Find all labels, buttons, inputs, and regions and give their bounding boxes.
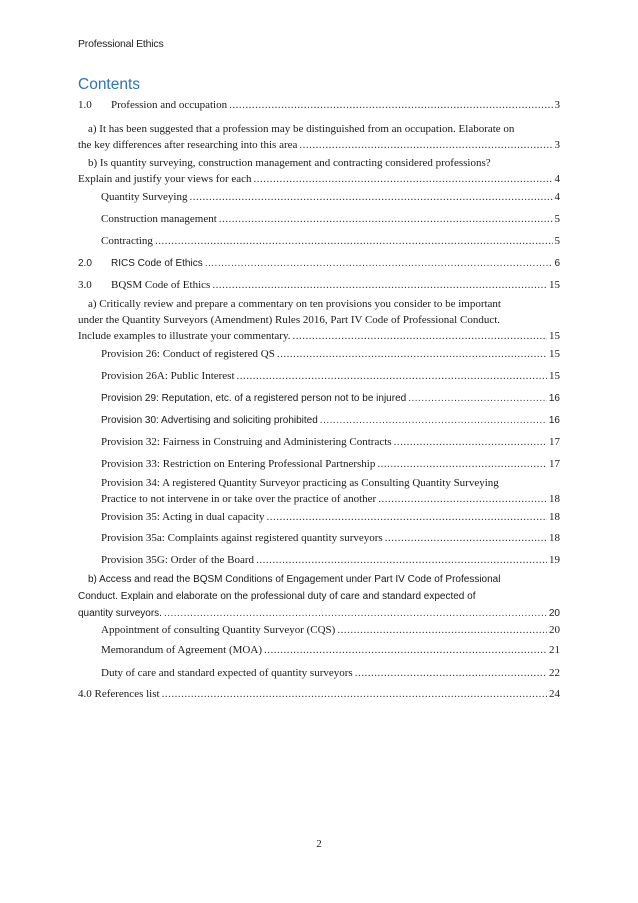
toc-entry-provision-26[interactable] <box>101 347 560 362</box>
toc-entry-text-line: Provision 34: A registered Quantity Surveyor practicing as Consulting Quantity Surveying <box>101 477 499 489</box>
toc-page-number: 16 <box>548 415 560 426</box>
dot-leader <box>293 328 548 344</box>
toc-page-number: 22 <box>549 667 560 679</box>
dot-leader <box>162 687 547 702</box>
dot-leader <box>385 531 547 546</box>
dot-leader <box>337 623 547 638</box>
dot-leader <box>155 234 553 249</box>
toc-title: Contents <box>78 76 141 93</box>
toc-page-number: 17 <box>549 436 560 448</box>
toc-entry-text-line: the key differences after researching into this area <box>78 139 298 151</box>
toc-entry-moa[interactable] <box>101 643 560 658</box>
toc-page-number: 6 <box>554 258 560 269</box>
toc-page-number: 3 <box>554 99 560 111</box>
toc-entry-provision-35a[interactable] <box>101 531 560 546</box>
toc-entry-provision-33[interactable] <box>101 457 560 472</box>
toc-entry-provision-30[interactable] <box>101 413 560 428</box>
dot-leader <box>266 510 547 525</box>
toc-entry-text-line: quantity surveyors. <box>78 608 162 619</box>
toc-entry-text-line: a) It has been suggested that a profession may be distinguished from an occupation. Elaborate on <box>88 123 515 135</box>
toc-entry-text: Provision 29: Reputation, etc. of a registered person not to be injured <box>101 393 407 404</box>
toc-entry-text-line: a) Critically review and prepare a commentary on ten provisions you consider to be important <box>88 298 501 310</box>
toc-page-number: 21 <box>549 644 560 656</box>
toc-page-number: 15 <box>549 348 560 360</box>
toc-entry-text: RICS Code of Ethics <box>111 258 203 269</box>
toc-page-number: 15 <box>549 330 560 342</box>
toc-entry-quantity-surveying[interactable] <box>101 190 560 205</box>
toc-entry-text: 4.0 References list <box>78 688 160 700</box>
toc-entry-text: Provision 35: Acting in dual capacity <box>101 511 265 523</box>
toc-entry-text: Provision 33: Restriction on Entering Professional Partnership <box>101 458 376 470</box>
dot-leader <box>355 666 547 681</box>
dot-leader <box>219 212 553 227</box>
toc-entry-provision-32[interactable] <box>101 435 560 450</box>
toc-page-number: 17 <box>549 458 560 470</box>
toc-page-number: 18 <box>549 493 560 505</box>
toc-page-number: 15 <box>549 279 560 291</box>
dot-leader <box>320 413 547 428</box>
toc-page-number: 16 <box>548 393 560 404</box>
toc-entry-text-line: Practice to not intervene in or take over the practice of another <box>101 493 377 505</box>
toc-entry-construction-management[interactable] <box>101 212 560 227</box>
toc-entry-text: Memorandum of Agreement (MOA) <box>101 644 262 656</box>
dot-leader <box>237 369 547 384</box>
dot-leader <box>164 605 547 622</box>
toc-page-number: 18 <box>549 511 560 523</box>
dot-leader <box>212 278 547 293</box>
dot-leader <box>377 457 547 472</box>
toc-entry-duty-of-care[interactable] <box>101 666 560 681</box>
toc-entry-2-0[interactable] <box>78 256 560 271</box>
dot-leader <box>378 491 547 507</box>
toc-entry-1-0-b[interactable] <box>78 155 560 187</box>
toc-entry-provision-34[interactable] <box>101 475 560 507</box>
toc-entry-text-line: b) Access and read the BQSM Conditions of Engagement under Part IV Code of Professional <box>88 574 501 585</box>
toc-page-number: 4 <box>554 191 560 203</box>
toc-page-number: 5 <box>554 213 560 225</box>
dot-leader <box>254 171 553 187</box>
toc-entry-text: Provision 30: Advertising and soliciting prohibited <box>101 415 318 426</box>
toc-entry-provision-35g[interactable] <box>101 553 560 568</box>
toc-entry-number: 1.0 <box>78 99 92 111</box>
toc-entry-cqs[interactable] <box>101 623 560 638</box>
toc-entry-text: Provision 26A: Public Interest <box>101 370 235 382</box>
dot-leader <box>408 391 547 406</box>
toc-entry-1-0-a[interactable] <box>78 121 560 153</box>
dot-leader <box>256 553 547 568</box>
toc-entry-provision-26a[interactable] <box>101 369 560 384</box>
toc-entry-text: Construction management <box>101 213 217 225</box>
toc-page-number: 20 <box>548 608 560 619</box>
toc-entry-text: Provision 26: Conduct of registered QS <box>101 348 275 360</box>
toc-entry-3-0[interactable] <box>78 278 560 293</box>
toc-entry-1-0[interactable] <box>78 98 560 113</box>
toc-entry-text: Contracting <box>101 235 153 247</box>
toc-entry-4-0[interactable] <box>78 687 560 702</box>
toc-entry-provision-29[interactable] <box>101 391 560 406</box>
dot-leader <box>299 137 552 153</box>
dot-leader <box>394 435 547 450</box>
dot-leader <box>205 256 553 271</box>
toc-entry-text-line: Explain and justify your views for each <box>78 173 252 185</box>
toc-entry-text-line: Conduct. Explain and elaborate on the professional duty of care and standard expected of <box>78 591 476 602</box>
dot-leader <box>189 190 552 205</box>
toc-entry-text: Appointment of consulting Quantity Surveyor (CQS) <box>101 624 336 636</box>
toc-entry-number: 3.0 <box>78 279 92 291</box>
toc-page-number: 4 <box>554 173 560 185</box>
toc-entry-text-line: under the Quantity Surveyors (Amendment) Rules 2016, Part IV Code of Professional Conduct. <box>78 314 501 326</box>
toc-page-number: 18 <box>549 532 560 544</box>
toc-entry-text: Provision 32: Fairness in Construing and Administering Contracts <box>101 436 392 448</box>
toc-page-number: 20 <box>549 624 560 636</box>
toc-entry-text: Quantity Surveying <box>101 191 188 203</box>
toc-entry-text: Profession and occupation <box>111 99 228 111</box>
toc-entry-3-0-a[interactable] <box>78 296 560 344</box>
toc-page-number: 24 <box>549 688 560 700</box>
toc-entry-3-0-b[interactable] <box>78 571 560 622</box>
toc-entry-text: Duty of care and standard expected of quantity surveyors <box>101 667 353 679</box>
toc-page-number: 15 <box>549 370 560 382</box>
toc-entry-text: Provision 35G: Order of the Board <box>101 554 255 566</box>
toc-page-number: 19 <box>549 554 560 566</box>
dot-leader <box>264 643 547 658</box>
running-header: Professional Ethics <box>78 38 164 50</box>
page-number-footer: 2 <box>316 838 322 850</box>
toc-entry-text: Provision 35a: Complaints against registered quantity surveyors <box>101 532 383 544</box>
toc-entry-number: 2.0 <box>78 258 92 269</box>
toc-entry-text: BQSM Code of Ethics <box>111 279 211 291</box>
toc-entry-text-line: Include examples to illustrate your commentary. <box>78 330 291 342</box>
toc-page-number: 3 <box>554 139 560 151</box>
toc-entry-text-line: b) Is quantity surveying, construction management and contracting considered professions? <box>88 157 491 169</box>
toc-page-number: 5 <box>554 235 560 247</box>
toc-entry-provision-35[interactable] <box>101 510 560 525</box>
dot-leader <box>229 98 552 113</box>
toc-entry-contracting[interactable] <box>101 234 560 249</box>
dot-leader <box>277 347 547 362</box>
